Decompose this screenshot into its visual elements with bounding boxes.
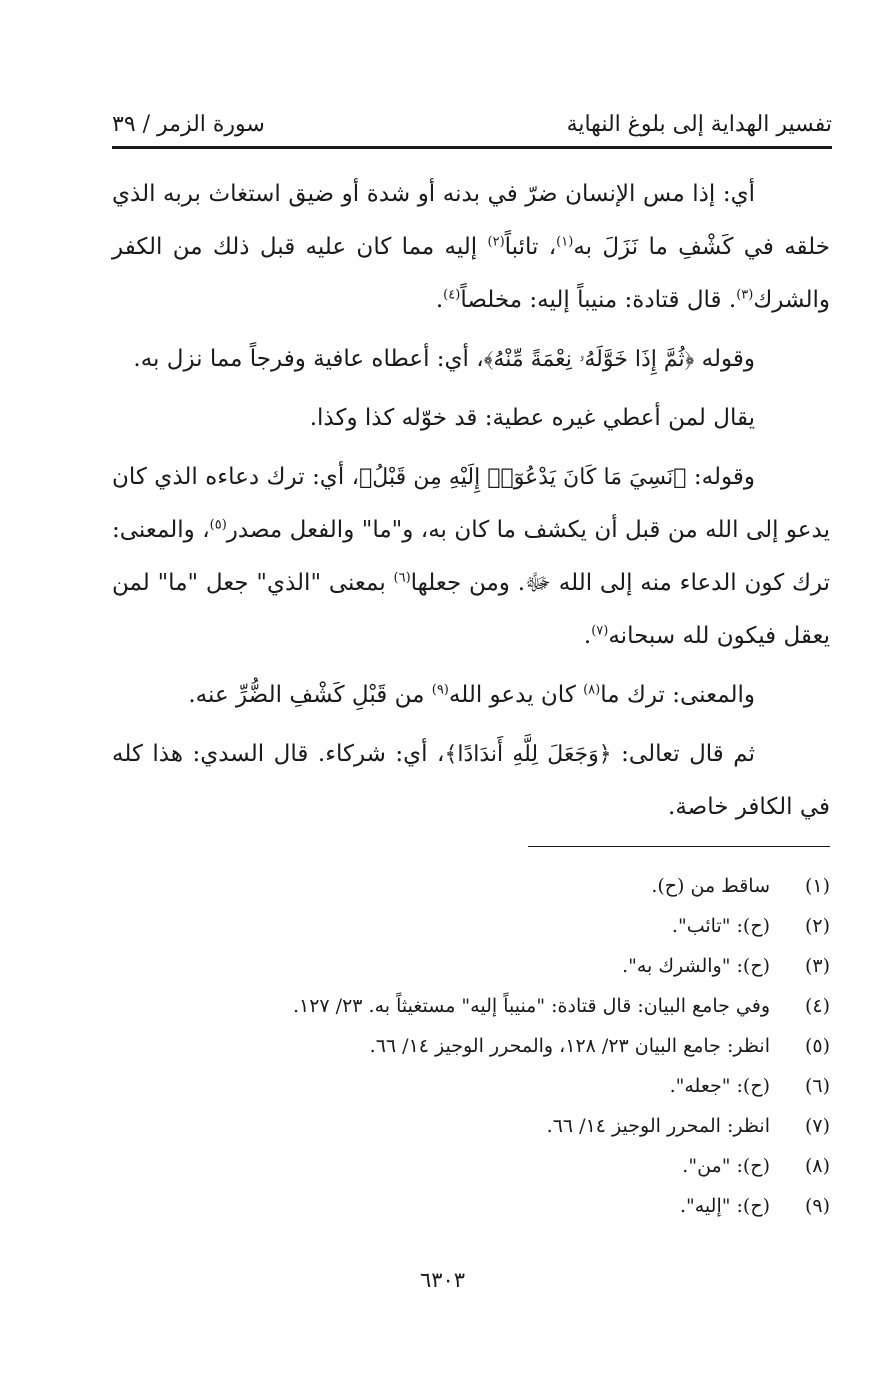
- footnote-text: ساقط من (ح).: [651, 875, 770, 897]
- footnote-item: [110, 1106, 830, 1146]
- footnote-item: [110, 1026, 830, 1066]
- footnote-ref[interactable]: (٣): [736, 287, 754, 303]
- footnote-item: [110, 1066, 830, 1106]
- footnote-item: [110, 906, 830, 946]
- footnote-number: (٤): [804, 995, 830, 1017]
- running-header: [112, 106, 832, 142]
- footnotes-list: [110, 866, 830, 1226]
- footnote-text: (ح): "من".: [682, 1155, 770, 1177]
- footnote-item: [110, 1146, 830, 1186]
- paragraph-4: وقوله: ﴿نَسِيَ مَا كَانَ يَدْعُوٓا۟ إِلَيْهِ مِن قَبْلُ﴾، أي: ترك دعاءه الذي كان يدعو إلى الله من قبل أن يكشف ما كان به، و"ما" والفعل مصدر$^{(٥)}$، والمعنى: ترك كون الدعاء منه إلى الله ﷻ. ومن جعلها$^{(٦)}$ بمعنى "الذي" جعل "ما" لمن يعقل فيكون لله سبحانه$^{(٧)}$.: [112, 464, 831, 649]
- footnote-text: (ح): "جعله".: [669, 1075, 770, 1097]
- footnote-text: انظر: المحرر الوجيز ١٤/ ٦٦.: [546, 1115, 770, 1137]
- footnote-item: [110, 866, 830, 906]
- paragraph-5: والمعنى: ترك ما$^{(٨)}$ كان يدعو الله$^{(٩)}$ من قَبْلِ كَشْفِ الضُّرِّ عنه.: [188, 682, 755, 708]
- book-title: تفسير الهداية إلى بلوغ النهاية: [566, 111, 832, 137]
- page-number: ٦٣٠٣: [419, 1268, 466, 1292]
- footnote-ref[interactable]: (٦): [393, 570, 411, 586]
- footnote-ref[interactable]: (٩): [431, 682, 449, 698]
- surah-label: سورة الزمر / ٣٩: [112, 111, 265, 137]
- main-text: [112, 168, 830, 840]
- footnote-item: [110, 986, 830, 1026]
- footnote-text: انظر: جامع البيان ٢٣/ ١٢٨، والمحرر الوجيز ١٤/ ٦٦.: [369, 1035, 770, 1057]
- footnote-number: (٧): [804, 1115, 830, 1137]
- footnote-number: (٣): [804, 955, 830, 977]
- footnote-ref[interactable]: (٨): [583, 682, 601, 698]
- footnote-separator: [528, 846, 830, 847]
- footnote-text: (ح): "إليه".: [679, 1195, 770, 1217]
- footnote-number: (٩): [804, 1195, 830, 1217]
- paragraph-1: أي: إذا مس الإنسان ضرّ في بدنه أو شدة أو ضيق استغاث بربه الذي خلقه في كَشْفِ ما نَزَلَ به$^{(١)}$، تائباً$^{(٢)}$ إليه مما كان عليه قبل ذلك من الكفر والشرك$^{(٣)}$. قال قتادة: منيباً إليه: مخلصاً$^{(٤)}$.: [112, 181, 830, 313]
- footnote-ref[interactable]: (١): [556, 234, 574, 250]
- footnote-number: (٥): [804, 1035, 830, 1057]
- paragraph-2: وقوله ﴿ثُمَّ إِذَا خَوَّلَهُۥ نِعْمَةً مِّنْهُ﴾، أي: أعطاه عافية وفرجاً مما نزل به.: [133, 346, 755, 372]
- footnote-number: (٢): [804, 915, 830, 937]
- footnote-ref[interactable]: (٢): [487, 234, 505, 250]
- footnote-text: (ح): "والشرك به".: [622, 955, 770, 977]
- footnote-number: (٦): [804, 1075, 830, 1097]
- footnote-item: [110, 1186, 830, 1226]
- footnote-number: (١): [804, 875, 830, 897]
- header-rule: [112, 146, 832, 149]
- footnote-item: [110, 946, 830, 986]
- footnote-ref[interactable]: (٤): [443, 287, 461, 303]
- paragraph-6: ثم قال تعالى: ﴿وَجَعَلَ لِلَّهِ أَندَادًا﴾، أي: شركاء. قال السدي: هذا كله في الكافر خاصة.: [112, 741, 830, 820]
- quran-verse: ﴿وَجَعَلَ لِلَّهِ أَندَادًا﴾: [444, 742, 612, 767]
- footnote-ref[interactable]: (٥): [209, 517, 227, 533]
- quran-verse: ﴿ثُمَّ إِذَا خَوَّلَهُۥ نِعْمَةً مِّنْهُ﴾: [483, 347, 695, 372]
- footnote-text: (ح): "تائب".: [671, 915, 770, 937]
- quran-verse: ﴿نَسِيَ مَا كَانَ يَدْعُوٓا۟ إِلَيْهِ مِن قَبْلُ﴾: [359, 465, 687, 490]
- footnote-ref[interactable]: (٧): [591, 623, 609, 639]
- footnote-number: (٨): [804, 1155, 830, 1177]
- footnote-text: وفي جامع البيان: قال قتادة: "منيباً إليه" مستغيثاً به. ٢٣/ ١٢٧.: [292, 995, 770, 1017]
- paragraph-3: يقال لمن أعطي غيره عطية: قد خوّله كذا وكذا.: [309, 405, 755, 431]
